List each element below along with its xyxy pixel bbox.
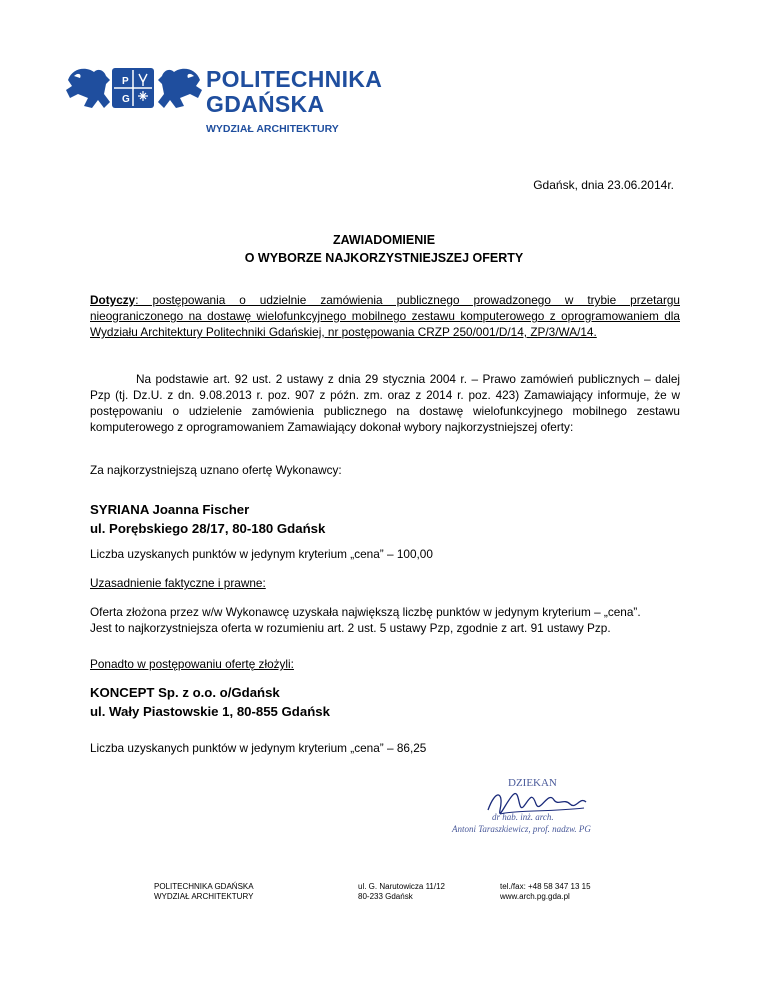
brand-name-line2: GDAŃSKA (206, 91, 325, 117)
logo-initial-p: P (122, 76, 129, 87)
document-title-line2: O WYBORZE NAJKORZYSTNIEJSZEJ OFERTY (244, 251, 524, 265)
footer-address-line2: 80-233 Gdańsk (358, 892, 413, 901)
stamp-title: DZIEKAN (508, 777, 557, 789)
lion-right-icon (158, 69, 202, 108)
other-bidder-points: Liczba uzyskanych punktów w jedynym kryterium „cena” – 86,25 (90, 741, 427, 755)
legal-basis-text: Na podstawie art. 92 ust. 2 ustawy z dnia 29 stycznia 2004 r. – Prawo zamówień publicznych – dalej Pzp (tj. Dz.U. z dn. 9.08.2013 r. poz. 907 z późn. zm. oraz z 2014 r. poz. 423) Zamawiający informuje, że w postępowaniu o udzielenie zamówienia publicznego na dostawę wielofunkcyjnego mobilnego zestawu komputerowego z oprogramowaniem Zamawiający dokonał wybory najkorzystniejszej oferty: (90, 372, 680, 434)
dean-signature-stamp (408, 770, 628, 860)
other-bidder-address: ul. Wały Piastowskie 1, 80-855 Gdańsk (90, 704, 330, 719)
regarding-paragraph (90, 292, 680, 340)
footer-website-link[interactable]: www.arch.pg.gda.pl (500, 892, 570, 901)
footer-institution (154, 882, 254, 902)
footer-address-line1: ul. G. Narutowicza 11/12 (358, 882, 446, 891)
stamp-line2: Antoni Taraszkiewicz, prof. nadzw. PG (452, 824, 591, 834)
faculty-name: WYDZIAŁ ARCHITEKTURY (206, 123, 339, 135)
winner-name: SYRIANA Joanna Fischer (90, 502, 250, 517)
winner-address: ul. Porębskiego 28/17, 80-180 Gdańsk (90, 521, 326, 536)
justification-text (90, 604, 680, 636)
footer-institution-line2: WYDZIAŁ ARCHITEKTURY (154, 892, 254, 901)
university-logo (64, 58, 204, 118)
other-bidder-name: KONCEPT Sp. z o.o. o/Gdańsk (90, 685, 280, 700)
winner-block (90, 500, 680, 538)
winner-points: Liczba uzyskanych punktów w jedynym kryterium „cena” – 100,00 (90, 547, 433, 561)
legal-basis-paragraph (90, 371, 680, 435)
stamp-name: dr hab. inż. arch. (492, 812, 554, 822)
footer-phone: tel./fax: +48 58 347 13 15 (500, 882, 591, 891)
justification-line1: Oferta złożona przez w/w Wykonawcę uzyskała największą liczbę punktów w jedynym kryterium – „cena”. (90, 605, 641, 619)
document-title-line1: ZAWIADOMIENIE (332, 233, 436, 247)
justification-label: Uzasadnienie faktyczne i prawne: (90, 576, 266, 590)
shield-icon (112, 68, 154, 108)
document-date: Gdańsk, dnia 23.06.2014r. (533, 178, 674, 192)
handwritten-signature (488, 794, 586, 814)
logo-initial-g: G (122, 94, 130, 105)
footer-address (358, 882, 445, 902)
justification-line2: Jest to najkorzystniejsza oferta w rozumieniu art. 2 ust. 5 ustawy Pzp, zgodnie z art. 91 ustawy Pzp. (90, 621, 611, 635)
regarding-text: : postępowania o udzielnie zamówienia publicznego prowadzonego w trybie przetargu nieograniczonego na dostawę wielofunkcyjnego mobilnego zestawu komputerowego z oprogramowaniem dla Wydziału Architektury Politechniki Gdańskiej, nr postępowania CRZP 250/001/D/14, ZP/3/WA/14. (90, 293, 680, 339)
awarded-intro: Za najkorzystniejszą uznano ofertę Wykonawcy: (90, 463, 342, 477)
other-bidder-block (90, 683, 680, 721)
lion-left-icon (66, 69, 110, 108)
brand-name-line1: POLITECHNIKA (206, 66, 383, 92)
footer-contact (500, 882, 591, 902)
other-offers-label: Ponadto w postępowaniu ofertę złożyli: (90, 657, 294, 671)
regarding-label: Dotyczy (90, 293, 136, 307)
footer-institution-line1: POLITECHNIKA GDAŃSKA (154, 882, 254, 891)
